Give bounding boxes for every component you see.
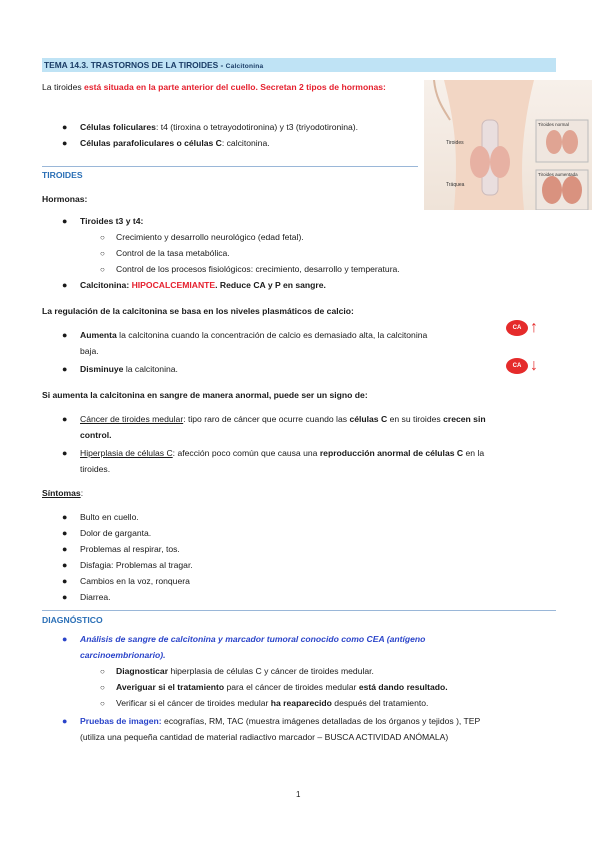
anormal-intro: Si aumenta la calcitonina en sangre de manera anormal, puede ser un signo de:	[42, 390, 368, 400]
intro-text: La tiroides	[42, 82, 85, 92]
anormal-b2-title: Hiperplasia de células C	[80, 448, 173, 458]
anormal-b1-text2: en su tiroides	[387, 414, 444, 424]
sintoma-item: Disfagia: Problemas al tragar.	[80, 560, 193, 570]
sintoma-item: Diarrea.	[80, 592, 111, 602]
section-divider	[42, 610, 556, 611]
bullet-icon: ●	[62, 544, 68, 554]
diagnostico-bullet-1: Análisis de sangre de calcitonina y marcador tumoral conocido como CEA (antígeno	[80, 634, 426, 644]
t3t4-sub-1: Crecimiento y desarrollo neurológico (edad fetal).	[116, 232, 304, 242]
anormal-b1-title: Cáncer de tiroides medular	[80, 414, 184, 424]
t3t4-sub-3: Control de los procesos fisiológicos: crecimiento, desarrollo y temperatura.	[116, 264, 400, 274]
t3t4-label: Tiroides t3 y t4:	[80, 216, 144, 226]
diagnostico-sub1-rest: hiperplasia de células C y cáncer de tiroides medular.	[168, 666, 374, 676]
sintoma-item: Bulto en cuello.	[80, 512, 139, 522]
illus-label-tiroides: Tiroides	[446, 140, 464, 146]
intro-bullet-1	[80, 120, 358, 135]
diagnostico-sub3-b: después del tratamiento.	[331, 698, 429, 708]
intro-bullet-2	[80, 136, 270, 151]
diagnostico-sub-1	[116, 664, 374, 679]
anormal-b2-text2: en la	[463, 448, 485, 458]
circle-bullet-icon: ○	[100, 249, 105, 258]
bullet-icon: ●	[62, 280, 68, 290]
intro-paragraph	[42, 80, 418, 95]
regulacion-intro: La regulación de la calcitonina se basa en los niveles plasmáticos de calcio:	[42, 306, 354, 316]
bullet-icon: ●	[62, 448, 68, 458]
hormonas-label: Hormonas:	[42, 194, 88, 204]
anormal-bullet-1-cont: control.	[80, 430, 112, 440]
sintomas-heading-text: Síntomas	[42, 488, 81, 498]
anormal-b2-bold: reproducción anormal de células C	[319, 448, 464, 458]
diagnostico-sub1-bold: Diagnosticar	[116, 666, 169, 676]
section-heading-diagnostico: DIAGNÓSTICO	[42, 615, 103, 625]
anormal-b1-bold2: crecen sin	[443, 414, 486, 424]
bullet-icon: ●	[62, 138, 68, 148]
diagnostico-sub2-mid: para el cáncer de tiroides medular	[224, 682, 359, 692]
arrow-down-icon: ↓	[530, 357, 538, 374]
diagnostico-bullet-2-cont: (utiliza una pequeña cantidad de material radiactivo marcador – BUSCA ACTIVIDAD ANÓMALA)	[80, 732, 449, 742]
bullet-icon: ●	[62, 592, 68, 602]
illus-inset-enlarged: Tiroides aumentada	[538, 172, 578, 177]
anormal-b1-text: : tipo raro de cáncer que ocurre cuando las	[183, 414, 350, 424]
bullet-icon: ●	[62, 560, 68, 570]
anormal-b1-bold1: células C	[349, 414, 388, 424]
thyroid-illustration	[424, 80, 592, 210]
bullet-icon: ●	[62, 634, 68, 644]
intro-red-text: está situada en la parte anterior del cuello. Secretan 2 tipos de hormonas:	[84, 82, 386, 92]
anormal-bullet-2	[80, 446, 560, 461]
bullet-icon: ●	[62, 364, 68, 374]
illus-inset-normal: Tiroides normal	[538, 122, 569, 127]
bullet-icon: ●	[62, 216, 68, 226]
circle-bullet-icon: ○	[100, 265, 105, 274]
intro-bullet-1-bold: Células foliculares	[80, 122, 156, 132]
regulacion-bullet-2	[80, 362, 178, 377]
calcitonina-red: HIPOCALCEMIANTE	[131, 280, 216, 290]
bullet-icon: ●	[62, 122, 68, 132]
regulacion-b1-bold: Aumenta	[80, 330, 117, 340]
anormal-b2-text: : afección poco común que causa una	[172, 448, 320, 458]
calcium-badge-up: CA	[506, 320, 528, 336]
illus-label-traquea: Tráquea	[446, 182, 465, 188]
circle-bullet-icon: ○	[100, 699, 105, 708]
regulacion-b2-bold: Disminuye	[80, 364, 124, 374]
arrow-up-icon: ↑	[530, 319, 538, 336]
intro-bullet-2-bold: Células parafoliculares o células C	[80, 138, 222, 148]
circle-bullet-icon: ○	[100, 683, 105, 692]
regulacion-bullet-1	[80, 328, 500, 343]
bullet-icon: ●	[62, 716, 68, 726]
diagnostico-sub2-bold2: está dando resultado.	[358, 682, 448, 692]
intro-bullet-1-rest: : t4 (tiroxina o tetrayodotironina) y t3 (triyodotironina).	[155, 122, 358, 132]
hormonas-text: Hormonas	[42, 194, 85, 204]
sintoma-item: Cambios en la voz, ronquera	[80, 576, 190, 586]
bullet-icon: ●	[62, 512, 68, 522]
diagnostico-bullet-2	[80, 714, 560, 729]
bullet-icon: ●	[62, 330, 68, 340]
regulacion-b1-rest: la calcitonina cuando la concentración de calcio es demasiado alta, la calcitonina	[116, 330, 428, 340]
document-title	[42, 58, 556, 72]
intro-bullet-2-rest: : calcitonina.	[221, 138, 270, 148]
diagnostico-bullet-1-cont: carcinoembrionario).	[80, 650, 166, 660]
anormal-bullet-1	[80, 412, 560, 427]
diagnostico-sub2-bold: Averiguar si el tratamiento	[116, 682, 225, 692]
title-main: TEMA 14.3. TRASTORNOS DE LA TIROIDES -	[44, 60, 226, 70]
diagnostico-sub-3	[116, 696, 428, 711]
diagnostico-b2-rest: ecografías, RM, TAC (muestra imágenes detalladas de los órganos y tejidos ), TEP	[161, 716, 481, 726]
circle-bullet-icon: ○	[100, 667, 105, 676]
page-number: 1	[296, 790, 301, 799]
section-heading-tiroides: TIROIDES	[42, 170, 83, 180]
bullet-icon: ●	[62, 414, 68, 424]
t3t4-sub-2: Control de la tasa metabólica.	[116, 248, 230, 258]
calcitonina-label: Calcitonina	[80, 280, 127, 290]
regulacion-b2-rest: la calcitonina.	[123, 364, 178, 374]
calcium-badge-down: CA	[506, 358, 528, 374]
bullet-icon: ●	[62, 528, 68, 538]
sintoma-item: Dolor de garganta.	[80, 528, 152, 538]
bullet-icon: ●	[62, 576, 68, 586]
diagnostico-b2-blue: Pruebas de imagen:	[80, 716, 162, 726]
calcitonina-line: Calcitonina: HIPOCALCEMIANTE. Reduce CA y P en sangre.	[80, 280, 326, 290]
circle-bullet-icon: ○	[100, 233, 105, 242]
title-subtitle: Calcitonina	[225, 63, 264, 70]
sintomas-heading: Síntomas:	[42, 488, 84, 498]
regulacion-bullet-1-cont: baja.	[80, 346, 99, 356]
diagnostico-sub-2	[116, 680, 448, 695]
sintoma-item: Problemas al respirar, tos.	[80, 544, 180, 554]
anormal-bullet-2-cont: tiroides.	[80, 464, 111, 474]
calcitonina-rest: . Reduce CA y P en sangre.	[215, 280, 326, 290]
diagnostico-sub3-bold: ha reaparecido	[270, 698, 332, 708]
diagnostico-sub3-a: Verificar si el cáncer de tiroides medular	[116, 698, 271, 708]
t3t4-text: Tiroides t3 y t4	[80, 216, 141, 226]
section-divider	[42, 166, 418, 167]
